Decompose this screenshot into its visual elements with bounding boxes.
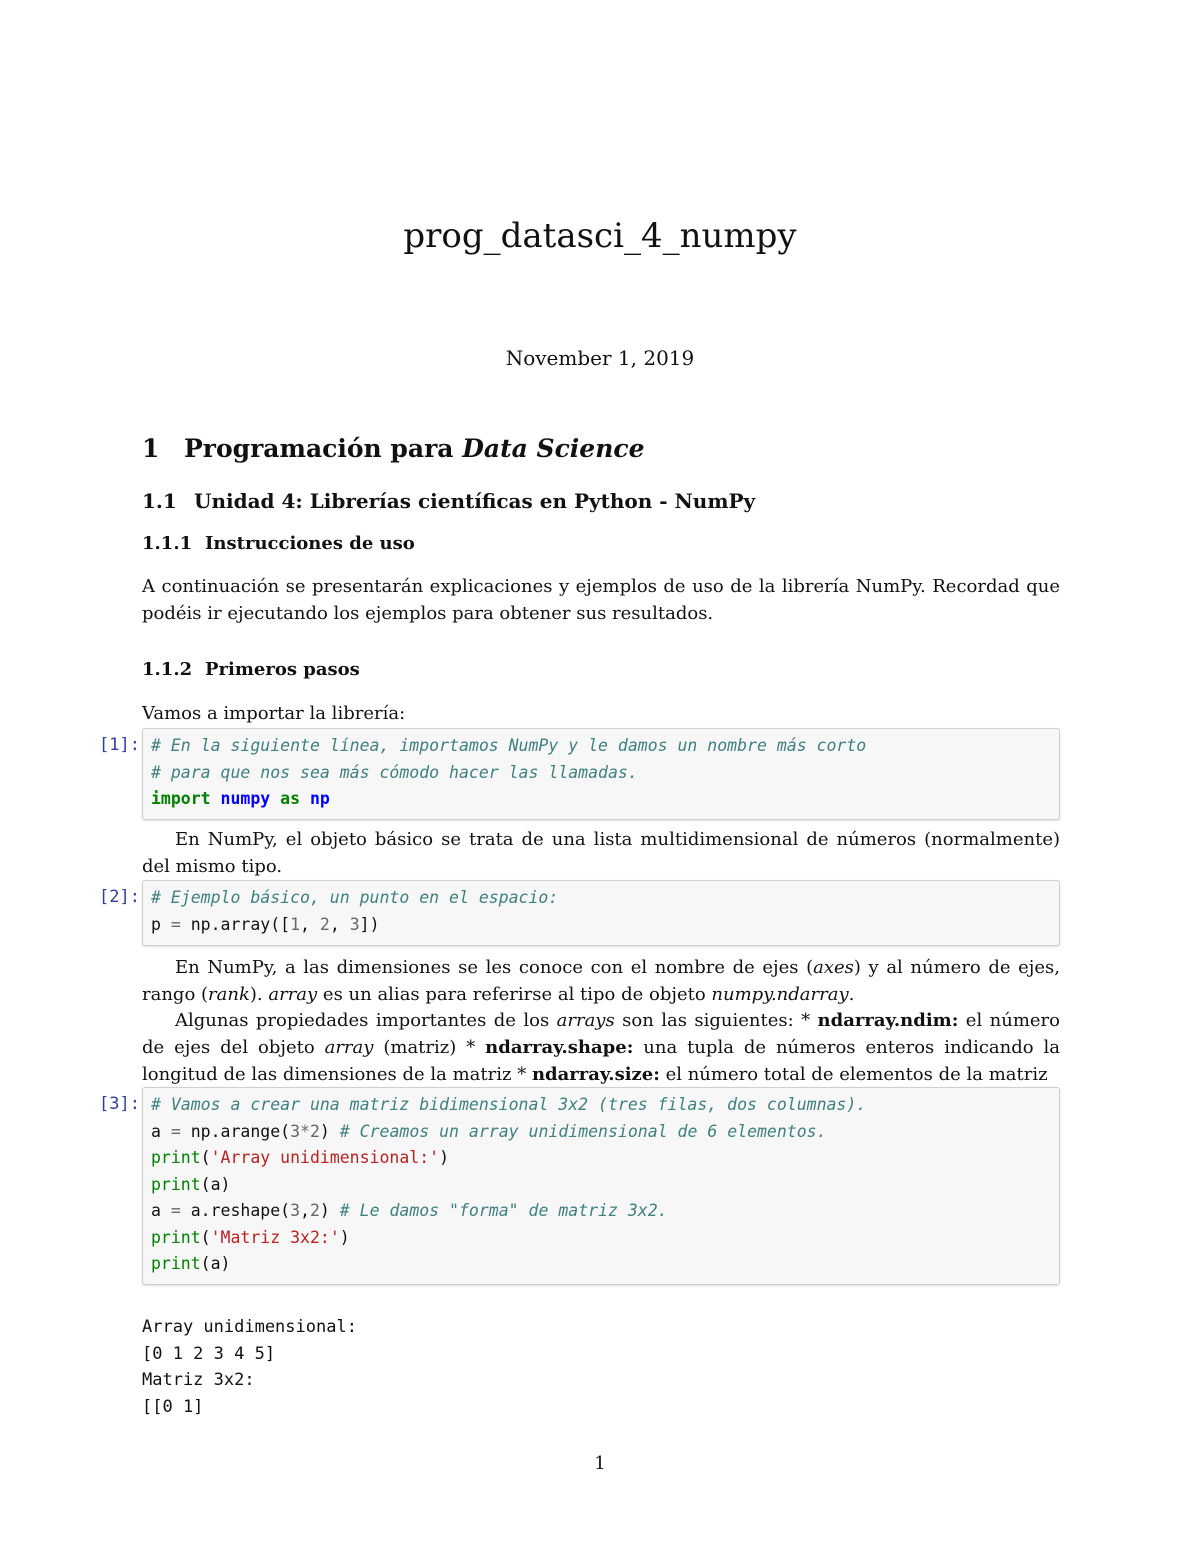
section-number: 1.1	[142, 489, 177, 513]
code-token: ,	[300, 914, 320, 934]
code-token: (a)	[200, 1174, 231, 1194]
section-number: 1.1.1	[142, 533, 193, 554]
number-literal: 2	[309, 1201, 320, 1220]
operator: =	[170, 914, 181, 934]
section-1-1-heading	[142, 489, 755, 513]
text-italic: rank	[208, 984, 250, 1005]
text-run: .	[848, 984, 855, 1005]
code-token: )	[439, 1148, 450, 1167]
code-token: ,	[300, 1201, 310, 1220]
section-1-1-1-heading	[142, 533, 415, 554]
text-run: el número de ejes del objeto	[142, 1010, 1060, 1058]
axes-rank-paragraph	[142, 954, 1060, 1008]
cell-2-prompt: [2]:	[99, 887, 140, 907]
intro-paragraph: Vamos a importar la librería:	[142, 703, 406, 724]
code-line	[151, 885, 1051, 912]
number-literal: 3	[290, 1201, 301, 1220]
text-run: el número total de elementos de la matriz	[659, 1064, 1048, 1085]
code-line	[151, 1092, 1051, 1119]
section-title: Primeros pasos	[205, 659, 360, 680]
keyword-as: as	[280, 789, 301, 808]
code-comment: # para que nos sea más cómodo hacer las llamadas.	[151, 762, 638, 782]
text-italic: arrays	[556, 1010, 615, 1031]
code-cell-1-source	[143, 729, 1059, 817]
code-token: ])	[359, 914, 380, 934]
output-line: Array unidimensional:	[142, 1317, 357, 1337]
text-bold: ndarray.shape:	[485, 1037, 634, 1058]
code-line	[151, 1198, 1051, 1225]
code-token: )	[339, 1227, 350, 1247]
code-cell-3[interactable]	[142, 1087, 1060, 1285]
code-cell-2-source	[143, 881, 1059, 942]
document-title: prog_datasci_4_numpy	[403, 216, 797, 256]
code-line	[151, 1172, 1051, 1199]
output-line: [0 1 2 3 4 5]	[142, 1343, 276, 1364]
section-1-1-2-heading	[142, 659, 360, 680]
code-token: np.arange(	[180, 1121, 291, 1141]
code-line	[151, 786, 1051, 813]
number-literal: 3	[349, 914, 360, 934]
code-comment: # Le damos "forma" de matriz 3x2.	[339, 1201, 668, 1220]
cell-1-prompt: [1]:	[99, 735, 140, 755]
properties-paragraph	[142, 1007, 1060, 1088]
text-run: ) y al número de ejes, rango (	[142, 957, 1061, 1005]
code-token: a	[151, 1201, 171, 1220]
number-literal: 3	[290, 1121, 301, 1141]
section-title: Instrucciones de uso	[205, 533, 415, 554]
keyword-import: import	[151, 789, 211, 808]
string-literal: 'Array unidimensional:'	[210, 1148, 440, 1167]
operator: =	[170, 1121, 181, 1141]
text-italic: axes	[813, 957, 854, 978]
text-run: es un alias para referirse al tipo de objeto	[317, 984, 712, 1005]
code-comment: # Vamos a crear una matriz bidimensional 3x2 (tres filas, dos columnas).	[151, 1095, 867, 1114]
builtin-print: print	[151, 1254, 201, 1273]
code-cell-2[interactable]	[142, 880, 1060, 946]
text-run: (matriz) *	[373, 1037, 486, 1058]
ndarray-description-paragraph: En NumPy, el objeto básico se trata de una lista multidimensional de números (normalmente) del mismo tipo.	[142, 829, 1060, 877]
code-token: np.array([	[180, 914, 291, 934]
builtin-print: print	[151, 1227, 201, 1247]
document-date: November 1, 2019	[505, 346, 695, 370]
cell-3-output	[142, 1314, 357, 1420]
code-token: a.reshape(	[180, 1201, 291, 1220]
section-number: 1	[142, 434, 160, 463]
code-token: (	[200, 1148, 211, 1167]
cell-3-prompt: [3]:	[99, 1094, 140, 1114]
text-italic: array	[268, 984, 318, 1005]
text-run: ).	[249, 984, 269, 1005]
builtin-print: print	[151, 1148, 201, 1167]
code-line	[151, 1225, 1051, 1252]
code-token: p	[151, 914, 171, 934]
text-bold: ndarray.ndim:	[817, 1010, 959, 1031]
section-title: Unidad 4: Librerías científicas en Python - NumPy	[194, 489, 756, 513]
number-literal: 1	[290, 914, 301, 934]
code-line	[151, 760, 1051, 787]
code-line	[151, 1145, 1051, 1172]
code-line	[151, 733, 1051, 760]
section-title-italic: Data Science	[462, 434, 645, 463]
code-token: (	[200, 1227, 211, 1247]
code-cell-3-source	[143, 1088, 1059, 1282]
text-italic: numpy.ndarray	[711, 984, 849, 1005]
text-run: son las siguientes: *	[614, 1010, 818, 1031]
text-run: En NumPy, a las dimensiones se les conoce con el nombre de ejes (	[175, 957, 814, 978]
text-italic: array	[324, 1037, 374, 1058]
code-comment: # En la siguiente línea, importamos NumPy y le damos un nombre más corto	[151, 736, 867, 755]
code-token: ,	[329, 914, 350, 934]
section-1-heading	[142, 434, 645, 463]
output-line: [[0 1]	[142, 1396, 204, 1417]
code-cell-1[interactable]	[142, 728, 1060, 820]
code-token: )	[319, 1121, 340, 1141]
output-line: Matriz 3x2:	[142, 1370, 255, 1390]
text-run: Algunas propiedades importantes de los	[175, 1010, 557, 1031]
page-number: 1	[594, 1453, 606, 1474]
code-token: a	[151, 1121, 171, 1141]
code-token: )	[319, 1201, 340, 1220]
string-literal: 'Matriz 3x2:'	[210, 1227, 340, 1247]
code-line	[151, 1119, 1051, 1146]
text-run: una tupla de números enteros indicando la longitud de las dimensiones de la matriz *	[142, 1037, 1061, 1085]
code-comment: # Ejemplo básico, un punto en el espacio:	[151, 888, 559, 907]
instructions-paragraph: A continuación se presentarán explicaciones y ejemplos de uso de la librería NumPy. Recordad que podéis ir ejecutando los ejemplos para obtener sus resultados.	[142, 576, 1060, 624]
module-name: numpy	[220, 789, 271, 808]
code-token: (a)	[200, 1254, 231, 1273]
builtin-print: print	[151, 1174, 201, 1194]
code-line	[151, 1251, 1051, 1278]
number-literal: 2	[309, 1121, 320, 1141]
code-line	[151, 912, 1051, 939]
operator: =	[170, 1201, 181, 1220]
number-literal: 2	[319, 914, 330, 934]
section-number: 1.1.2	[142, 659, 193, 680]
text-bold: ndarray.size:	[531, 1064, 660, 1085]
module-alias: np	[309, 789, 330, 808]
section-title-plain: Programación para	[184, 434, 463, 463]
code-comment: # Creamos un array unidimensional de 6 elementos.	[339, 1121, 827, 1141]
operator: *	[300, 1121, 310, 1141]
